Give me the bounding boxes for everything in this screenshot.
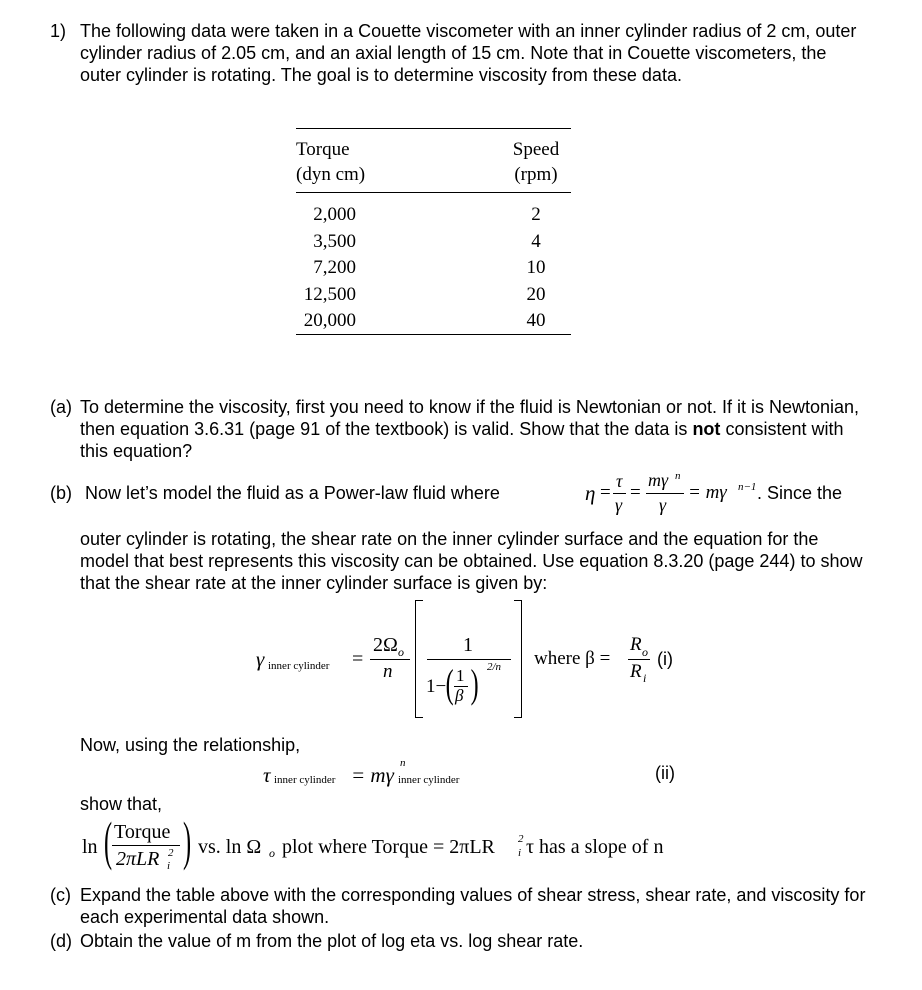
rel-subscript: inner cylinder: [398, 774, 460, 786]
frac-sq: 2: [168, 847, 174, 859]
one-minus: 1−: [426, 676, 447, 697]
table-cell-torque: 12,500: [303, 283, 356, 305]
table-cell-torque: 2,000: [313, 204, 356, 225]
frac-bar-r: [628, 659, 650, 660]
right-bracket: [514, 600, 522, 718]
gamma-subscript: inner cylinder: [268, 660, 330, 672]
part-d-label: (d): [50, 931, 72, 951]
equation-label-i: (i): [657, 649, 673, 669]
eta-symbol: η: [585, 481, 596, 505]
table-cell-torque: 20,000: [303, 310, 356, 331]
numerator-one: 1: [463, 634, 473, 656]
left-paren: (: [445, 661, 454, 706]
part-d-text: Obtain the value of m from the plot of log eta vs. log shear rate.: [80, 931, 584, 951]
table-cell-speed: 2: [531, 204, 541, 225]
frac-tau: τ: [616, 471, 623, 491]
problem-number: 1): [50, 21, 67, 41]
r-inner-sub: i: [643, 671, 647, 685]
tau-subscript: inner cylinder: [274, 774, 336, 786]
inner-one: 1: [456, 666, 465, 685]
plot-sub-i: i: [518, 847, 522, 859]
vs-omega-sub: o: [269, 846, 275, 860]
equation-ii: [0, 758, 922, 794]
frac-gamma-2: γ: [659, 495, 667, 515]
plot-text-2: τ has a slope of n: [526, 836, 664, 858]
table-cell-speed: 4: [531, 230, 541, 252]
where-beta: where β =: [534, 648, 611, 669]
frac-bar-torque: [112, 845, 180, 846]
part-a-text-2: consistent with this equation?: [80, 419, 844, 461]
speed-column: [501, 202, 571, 335]
omega-sub-o: o: [398, 645, 404, 659]
table-cell-speed: 20: [526, 283, 546, 305]
ln-left-paren: (: [103, 811, 113, 871]
col-header-torque: Torque: [296, 139, 350, 160]
table-cell-speed: 10: [526, 257, 546, 278]
table-top-rule: [296, 128, 571, 129]
frac-n-exp: n: [675, 470, 681, 482]
show-that-text: show that,: [80, 794, 163, 814]
relationship-text: Now, using the relationship,: [80, 735, 301, 755]
eq-rhs: = mγ: [688, 482, 727, 503]
equation-label-ii: (ii): [655, 763, 675, 783]
frac-bar-main: [427, 659, 511, 660]
part-a-bold: not: [692, 419, 721, 439]
frac-2pilr: 2πLR: [116, 848, 160, 870]
part-a-text-1: To determine the viscosity, first you need to know if the fluid is Newtonian or not. If it is Newtonian, then equation 3.6.31 (page 91 of the textbook) is valid. Show that the data is: [80, 397, 860, 439]
part-b-text-2: . Since the: [757, 483, 843, 503]
plot-text: plot where Torque = 2πLR: [282, 836, 495, 858]
frac-gamma-1: γ: [615, 495, 623, 515]
right-paren: ): [470, 661, 479, 706]
two-omega: 2Ω: [373, 634, 398, 656]
gamma-symbol: γ: [256, 647, 265, 671]
table-header-rule: [296, 192, 571, 193]
torque-column: [296, 202, 356, 335]
table-cell-speed: 40: [526, 310, 546, 331]
part-b-label: (b): [50, 483, 72, 503]
eq-equals-2: =: [630, 482, 641, 503]
left-bracket: [415, 600, 423, 718]
r-outer-sub: o: [642, 645, 648, 659]
exponent-2-over-n: 2/n: [487, 661, 502, 673]
eq-equals-1: =: [600, 482, 611, 503]
r-outer: R: [630, 634, 642, 655]
part-b-text-3: outer cylinder is rotating, the shear rate on the inner cylinder surface and the equation for the model that best represents this viscosity can be obtained. Use equation 8.3.20 (page 244) to show that the shear rate at the inner cylinder surface is given by:: [80, 529, 863, 593]
rel-rhs: = mγ: [351, 763, 394, 787]
col-header-torque-unit: (dyn cm): [296, 164, 366, 185]
equals-sign: =: [352, 648, 364, 670]
part-b-text-1: Now let’s model the fluid as a Power-law fluid where: [85, 483, 500, 503]
slope-equation: [0, 811, 922, 878]
rel-n-exp: n: [400, 757, 406, 769]
part-a-text: [80, 396, 870, 462]
part-c-text: Expand the table above with the corresponding values of shear stress, shear rate, and viscosity for each experimental data shown.: [80, 885, 866, 927]
eq-n-minus-1: n−1: [738, 481, 757, 493]
frac-bar-omega: [370, 659, 410, 660]
col-header-speed-unit: (rpm): [514, 164, 558, 185]
problem-intro-text: The following data were taken in a Couette viscometer with an inner cylinder radius of 2 cm, outer cylinder radius of 2.05 cm, and an axial length of 15 cm. Note that in Couette viscometers, the outer cylinder is rotating. The goal is to determine viscosity from these data.: [80, 21, 857, 85]
ln-right-paren: ): [182, 811, 192, 871]
part-b-line-1: [50, 470, 870, 515]
plot-sq: 2: [518, 833, 524, 845]
frac-m-gamma: mγ: [648, 470, 669, 490]
tau-symbol: τ: [263, 763, 271, 787]
part-c-label: (c): [50, 885, 71, 905]
frac-sub-i: i: [167, 860, 171, 872]
table-cell-torque: 3,500: [313, 230, 356, 252]
denom-n: n: [383, 661, 393, 682]
inner-beta: β: [455, 686, 464, 705]
table-bottom-rule: [296, 334, 571, 335]
ln-label: ln: [82, 836, 98, 858]
vs-ln-omega: vs. ln Ω: [198, 836, 262, 858]
frac-torque: Torque: [114, 821, 171, 843]
col-header-speed: Speed: [512, 139, 560, 160]
equation-i: [0, 590, 922, 740]
r-inner: R: [630, 661, 642, 682]
table-cell-torque: 7,200: [313, 257, 356, 278]
part-a-label: (a): [50, 397, 72, 417]
